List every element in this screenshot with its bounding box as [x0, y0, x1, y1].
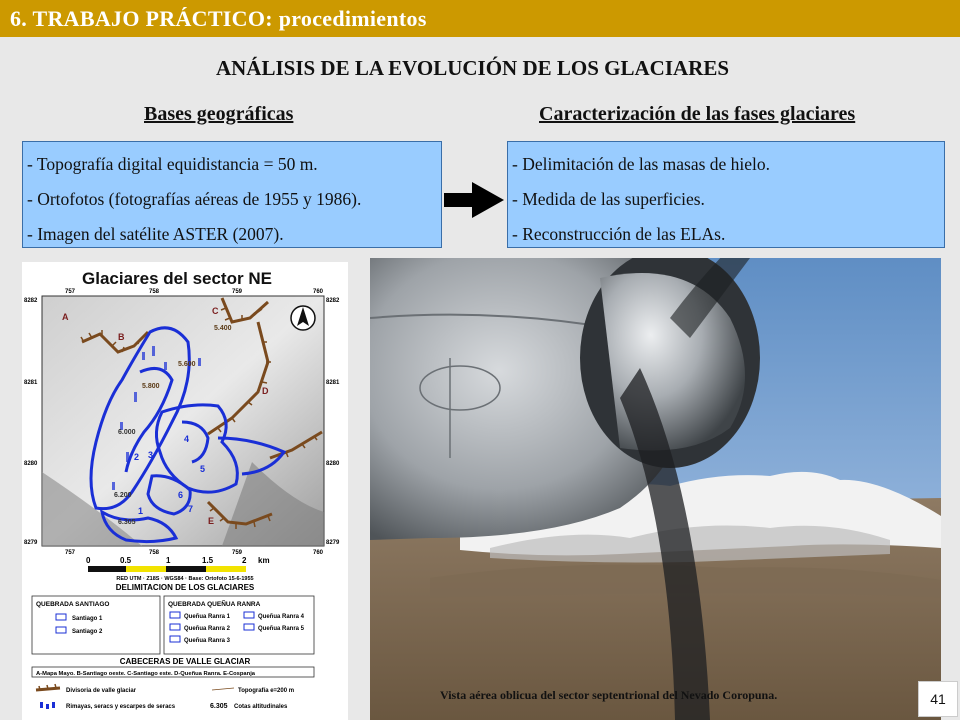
legend-quebrada-quenua: QUEBRADA QUEÑUA RANRA — [168, 601, 261, 608]
bases-item: - Topografía digital equidistancia = 50 m. — [27, 154, 318, 174]
scale-tick: 0.5 — [120, 556, 132, 565]
glacier-number: 6 — [178, 490, 184, 500]
scale-tick: 0 — [86, 556, 91, 565]
fases-box — [507, 141, 945, 248]
legend-item: Santiago 1 — [72, 616, 103, 622]
sector-label: C — [212, 306, 219, 316]
glacier-number: 3 — [148, 450, 154, 460]
fases-item: - Reconstrucción de las ELAs. — [512, 224, 726, 244]
bases-item: - Ortofotos (fotografías aéreas de 1955 y 1986). — [27, 189, 362, 209]
glacier-map — [22, 262, 348, 720]
glacier-number: 2 — [134, 452, 140, 462]
page-number: 41 — [918, 681, 958, 717]
map-coord: 757 — [65, 550, 76, 556]
legend-item: Queñua Ranra 3 — [184, 638, 231, 644]
map-coord: 759 — [232, 550, 243, 556]
map-coord: 8282 — [326, 298, 340, 304]
sector-label: A — [62, 312, 69, 322]
map-coord: 8279 — [24, 540, 38, 546]
elevation-label: 6.200 — [114, 492, 132, 499]
elevation-label: 5.400 — [214, 325, 232, 332]
glacier-number: 7 — [188, 504, 194, 514]
legend-title: DELIMITACION DE LOS GLACIARES — [115, 583, 255, 592]
elevation-label: 6.000 — [118, 429, 136, 436]
map-coord: 8280 — [24, 461, 38, 467]
legend-rimayas: Rimayas, seracs y escarpes de seracs — [66, 704, 176, 710]
map-coord: 8282 — [24, 298, 38, 304]
scale-tick: km — [258, 556, 270, 565]
legend-divisoria-symbol — [36, 684, 60, 690]
right-arrow-icon — [444, 180, 506, 220]
map-coord: 758 — [149, 550, 160, 556]
fases-item: - Delimitación de las masas de hielo. — [512, 154, 771, 174]
glacier-number: 5 — [200, 464, 206, 474]
map-coord: 8279 — [326, 540, 340, 546]
legend-item: Queñua Ranra 2 — [184, 626, 231, 632]
sector-label: D — [262, 386, 269, 396]
map-coord: 759 — [232, 289, 243, 295]
scale-bar — [88, 566, 246, 572]
legend-cotas: Cotas altitudinales — [234, 704, 288, 710]
map-coord: 757 — [65, 289, 76, 295]
cabeceras-text: A-Mapa Mayo. B-Santiago oeste. C-Santiago este. D-Queñua Ranra. E-Cospanja — [36, 671, 256, 677]
map-coord: 758 — [149, 289, 160, 295]
map-coord: 8281 — [24, 380, 38, 386]
north-arrow-icon — [291, 306, 315, 330]
map-coord: 8280 — [326, 461, 340, 467]
bases-box — [22, 141, 442, 248]
elevation-label: 6.305 — [118, 519, 136, 526]
section-header: 6. TRABAJO PRÁCTICO: procedimientos — [0, 0, 960, 37]
legend-item: Queñua Ranra 1 — [184, 614, 231, 620]
heading-fases-glaciares: Caracterización de las fases glaciares — [539, 103, 856, 125]
heading-bases-geograficas: Bases geográficas — [144, 103, 294, 125]
fases-item: - Medida de las superficies. — [512, 189, 705, 209]
scale-tick: 1.5 — [202, 556, 214, 565]
scale-tick: 1 — [166, 556, 171, 565]
map-coord: 8281 — [326, 380, 340, 386]
sector-label: B — [118, 332, 125, 342]
elevation-label: 5.600 — [178, 361, 196, 368]
legend-topografia: Topografía e=200 m — [238, 688, 295, 694]
photo-caption: Vista aérea oblicua del sector septentrional del Nevado Coropuna. — [440, 688, 778, 702]
cabeceras-title: CABECERAS DE VALLE GLACIAR — [119, 657, 251, 666]
map-title: Glaciares del sector NE — [82, 269, 272, 288]
legend-item: Queñua Ranra 4 — [258, 614, 305, 620]
legend-quebrada-santiago: QUEBRADA SANTIAGO — [36, 601, 110, 608]
legend-cota-value: 6.305 — [210, 703, 228, 710]
aerial-photo — [370, 258, 941, 720]
projection-note: RED UTM · Z18S · WGS84 · Base: Ortofoto 15-6-1955 — [116, 576, 254, 582]
legend-rimayas-symbol — [40, 702, 55, 709]
legend-topografia-symbol — [212, 688, 234, 690]
page-title: ANÁLISIS DE LA EVOLUCIÓN DE LOS GLACIARES — [215, 56, 730, 80]
glacier-number: 4 — [184, 434, 190, 444]
elevation-label: 5.800 — [142, 383, 160, 390]
bases-item: - Imagen del satélite ASTER (2007). — [27, 224, 284, 244]
map-coord: 760 — [313, 550, 324, 556]
sector-label: E — [208, 516, 215, 526]
glacier-number: 1 — [138, 506, 144, 516]
scale-tick: 2 — [242, 556, 247, 565]
legend-item: Queñua Ranra 5 — [258, 626, 305, 632]
legend-item: Santiago 2 — [72, 629, 103, 635]
legend-divisoria: Divisoria de valle glaciar — [66, 688, 137, 694]
map-coord: 760 — [313, 289, 324, 295]
